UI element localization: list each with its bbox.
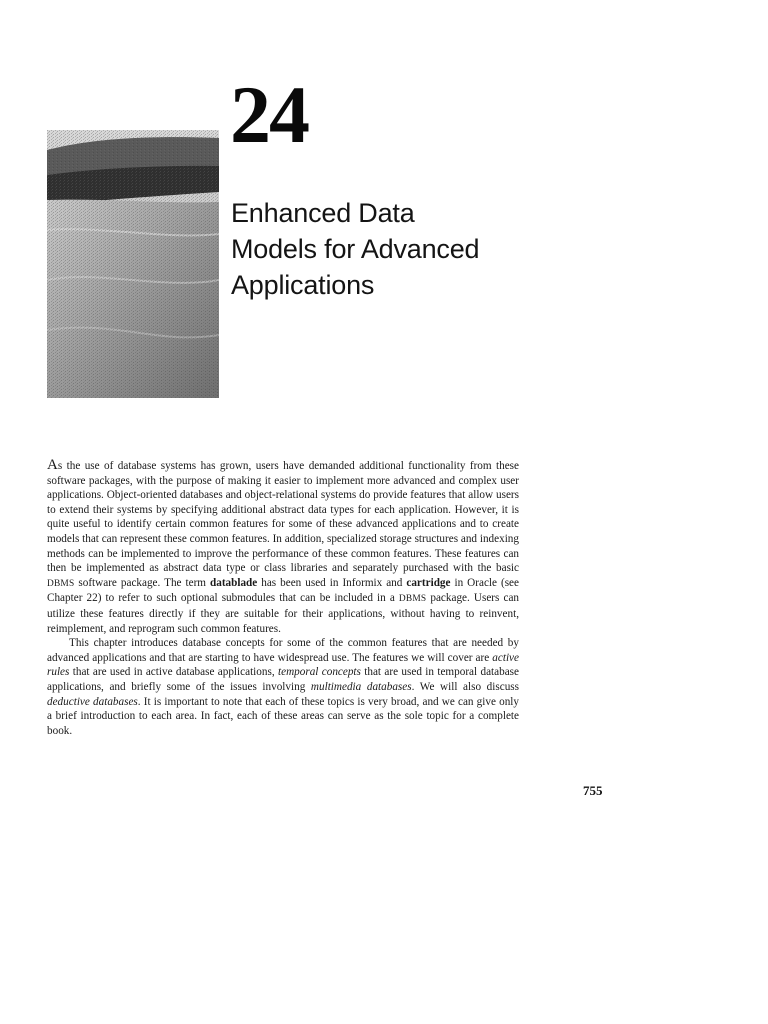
text-run-italic: multimedia databases bbox=[310, 680, 412, 693]
page-number: 755 bbox=[583, 783, 603, 798]
text-run: This chapter introduces database concepts for some of the common features that are needed by advanced applications and that are starting to have widespread use. The features we will cover are bbox=[47, 637, 519, 664]
chapter-title-line: Models for Advanced bbox=[231, 234, 480, 264]
text-run: package. Users can utilize these features directly if they are suitable for their applications, without having to reinvent, reimplement, and reprogram such common features. bbox=[47, 592, 520, 635]
text-run: has been used in Informix and bbox=[257, 576, 407, 589]
text-run: that are used in temporal database applications, and briefly some of the issues involving bbox=[47, 666, 519, 693]
text-run: in Oracle (see Chapter 22) to refer to such optional submodules that can be included in a bbox=[47, 576, 519, 605]
text-run: software package. The term bbox=[74, 576, 210, 589]
text-run: . We will also discuss bbox=[411, 680, 520, 693]
chapter-title-line: Applications bbox=[231, 270, 375, 300]
text-run-bold: datablade bbox=[210, 576, 258, 589]
chapter-number: 24 bbox=[230, 69, 308, 160]
chapter-body bbox=[47, 458, 519, 738]
chapter-title-line: Enhanced Data bbox=[231, 198, 415, 228]
text-run-smallcaps: DBMS bbox=[47, 578, 75, 589]
text-run-italic: deductive databases bbox=[47, 695, 138, 708]
chapter-opener-photo bbox=[47, 130, 219, 398]
text-run-italic: active rules bbox=[47, 651, 519, 679]
text-run: s the use of database systems has grown, users have demanded additional functionality from these software packages, with the purpose of making it easier to implement more advanced and complex user applications. Object-oriented databases and object-relational systems do provide features that allow users to extend their systems by specifying additional abstract data types for each application. However, it is quite useful to identify certain common features for some of these advanced applications and to create models that can represent these common features. In addition, specialized storage structures and indexing methods can be implemented to improve the performance of these common features. These features can then be implemented as abstract data type or class libraries and separately purchased with the basic bbox=[47, 460, 519, 575]
text-run-bold: cartridge bbox=[406, 576, 451, 589]
paragraph-intro bbox=[47, 458, 519, 636]
text-run: that are used in active database applications, bbox=[69, 666, 278, 679]
chapter-title bbox=[231, 195, 561, 303]
paragraph-overview bbox=[47, 636, 519, 738]
text-run: . It is important to note that each of these topics is very broad, and we can give only a brief introduction to each area. In fact, each of these areas can serve as the sole topic for a complete book. bbox=[47, 695, 519, 737]
text-run-smallcaps: DBMS bbox=[398, 594, 427, 605]
dropcap-letter: A bbox=[47, 457, 58, 473]
text-run-italic: temporal concepts bbox=[278, 666, 361, 679]
